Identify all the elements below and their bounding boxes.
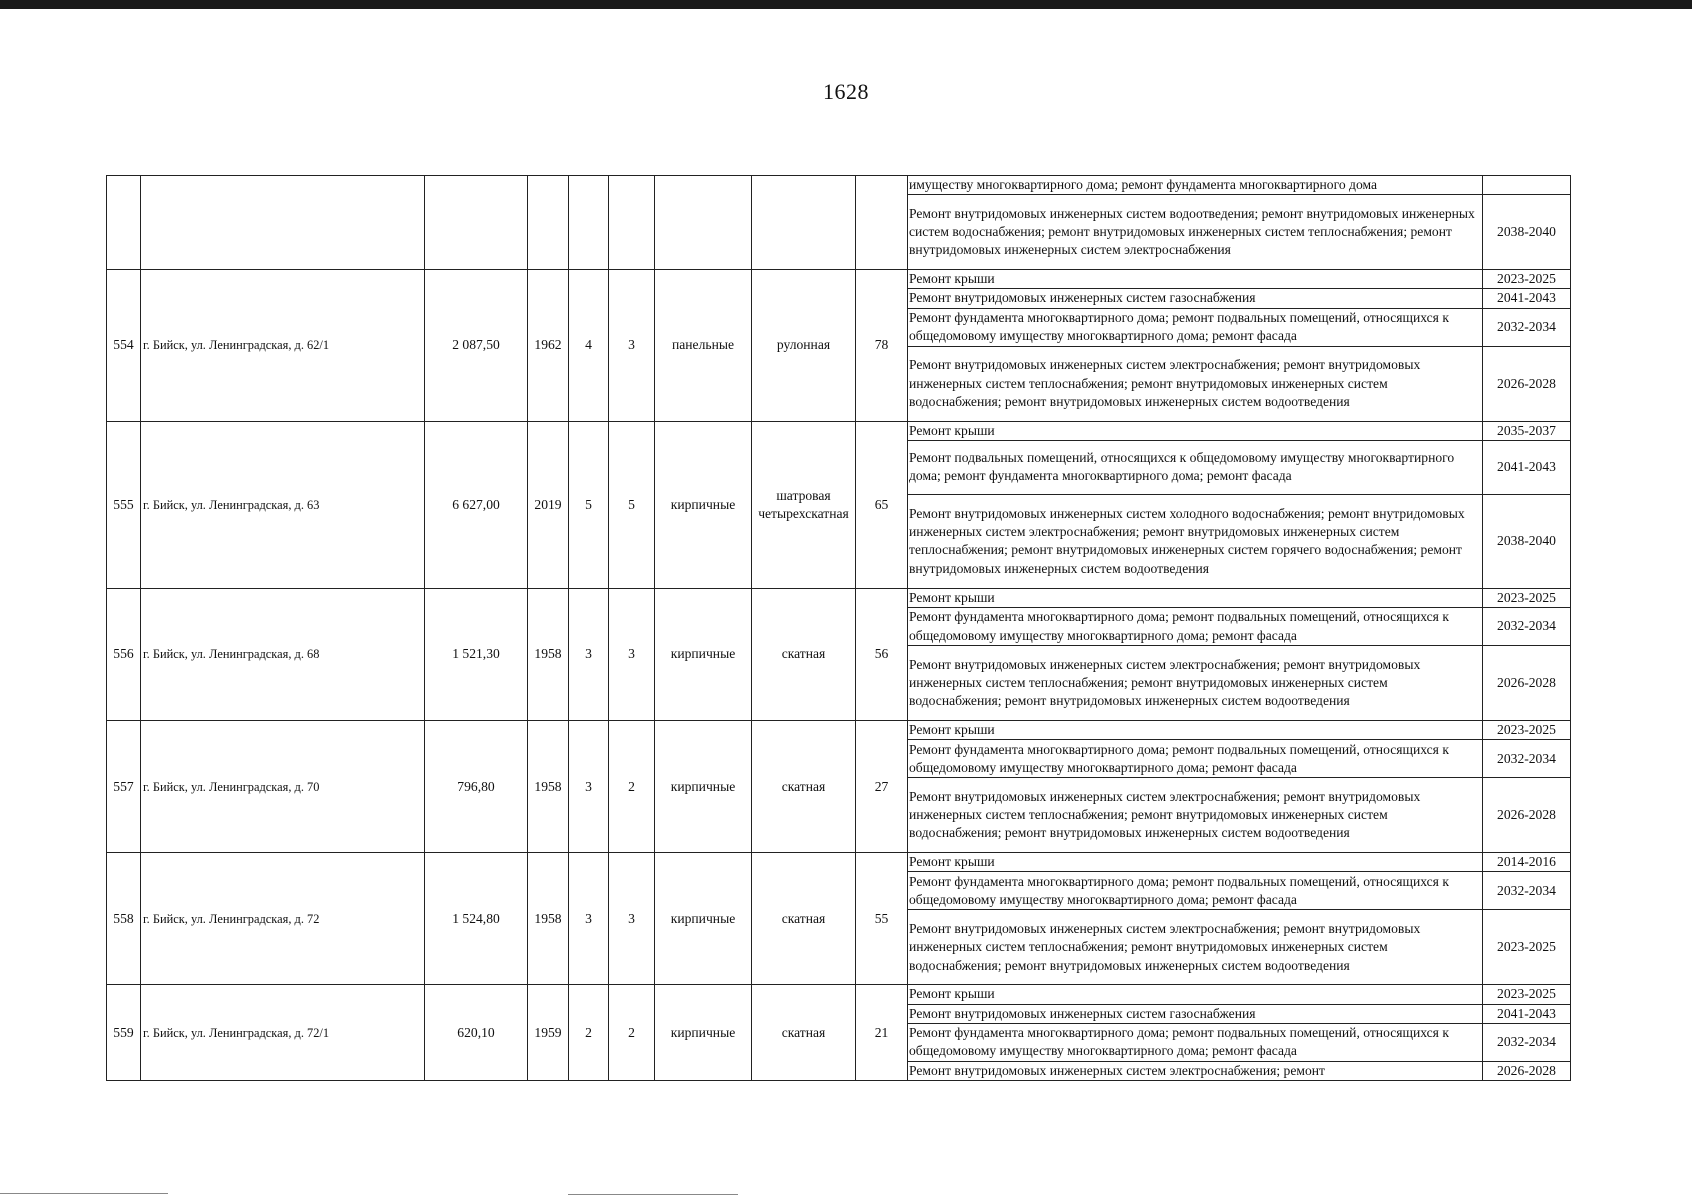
- wear-percent: 27: [856, 721, 908, 853]
- table-row: [107, 588, 1571, 607]
- work-period: 2032-2034: [1483, 872, 1571, 910]
- wall-material: панельные: [655, 270, 752, 421]
- house-number: 555: [107, 421, 141, 588]
- house-area: 620,10: [425, 985, 528, 1081]
- work-description: Ремонт внутридомовых инженерных систем электроснабжения; ремонт внутридомовых инженерных систем теплоснабжения; ремонт внутридомовых инженерных систем водоснабжения; ремонт внутридомовых инженерных систем водоотведения: [908, 910, 1483, 985]
- empty-cell: [528, 176, 569, 270]
- work-period: 2026-2028: [1483, 346, 1571, 421]
- work-description: Ремонт внутридомовых инженерных систем газоснабжения: [908, 1004, 1483, 1023]
- work-description: Ремонт фундамента многоквартирного дома; ремонт подвальных помещений, относящихся к общедомовому имуществу многоквартирного дома; ремонт фасада: [908, 1023, 1483, 1061]
- build-year: 1958: [528, 588, 569, 720]
- build-year: 1962: [528, 270, 569, 421]
- work-description: Ремонт внутридомовых инженерных систем электроснабжения; ремонт внутридомовых инженерных систем теплоснабжения; ремонт внутридомовых инженерных систем водоснабжения; ремонт внутридомовых инженерных систем водоотведения: [908, 646, 1483, 721]
- wear-percent: 56: [856, 588, 908, 720]
- floor-count: 3: [569, 588, 609, 720]
- house-address: г. Бийск, ул. Ленинградская, д. 62/1: [141, 270, 425, 421]
- empty-cell: [569, 176, 609, 270]
- scan-line: [0, 1193, 168, 1194]
- roof-type: скатная: [752, 721, 856, 853]
- build-year: 1958: [528, 853, 569, 985]
- work-description: Ремонт внутридомовых инженерных систем водоотведения; ремонт внутридомовых инженерных систем водоснабжения; ремонт внутридомовых инженерных систем теплоснабжения; ремонт внутридомовых инженерных систем электроснабжения: [908, 195, 1483, 270]
- work-period: 2032-2034: [1483, 740, 1571, 778]
- entrance-count: 3: [609, 588, 655, 720]
- floor-count: 2: [569, 985, 609, 1081]
- work-description: Ремонт фундамента многоквартирного дома; ремонт подвальных помещений, относящихся к общедомовому имуществу многоквартирного дома; ремонт фасада: [908, 608, 1483, 646]
- empty-cell: [856, 176, 908, 270]
- work-period: 2041-2043: [1483, 289, 1571, 308]
- wall-material: кирпичные: [655, 853, 752, 985]
- entrance-count: 2: [609, 985, 655, 1081]
- work-period: 2041-2043: [1483, 440, 1571, 494]
- work-description: Ремонт крыши: [908, 985, 1483, 1004]
- work-description: Ремонт фундамента многоквартирного дома; ремонт подвальных помещений, относящихся к общедомовому имуществу многоквартирного дома; ремонт фасада: [908, 308, 1483, 346]
- work-description: Ремонт крыши: [908, 270, 1483, 289]
- wear-percent: 65: [856, 421, 908, 588]
- house-number: 556: [107, 588, 141, 720]
- work-period: 2038-2040: [1483, 494, 1571, 588]
- empty-cell: [425, 176, 528, 270]
- wall-material: кирпичные: [655, 588, 752, 720]
- build-year: 1958: [528, 721, 569, 853]
- build-year: 2019: [528, 421, 569, 588]
- house-address: г. Бийск, ул. Ленинградская, д. 72: [141, 853, 425, 985]
- work-period: 2026-2028: [1483, 778, 1571, 853]
- house-number: 559: [107, 985, 141, 1081]
- table-row: [107, 176, 1571, 195]
- work-period: 2023-2025: [1483, 985, 1571, 1004]
- house-address: г. Бийск, ул. Ленинградская, д. 68: [141, 588, 425, 720]
- wall-material: кирпичные: [655, 721, 752, 853]
- house-number: 558: [107, 853, 141, 985]
- house-number: 557: [107, 721, 141, 853]
- work-period: 2026-2028: [1483, 646, 1571, 721]
- floor-count: 3: [569, 853, 609, 985]
- work-period: 2032-2034: [1483, 608, 1571, 646]
- floor-count: 3: [569, 721, 609, 853]
- table-row: [107, 270, 1571, 289]
- house-area: 6 627,00: [425, 421, 528, 588]
- house-address: г. Бийск, ул. Ленинградская, д. 70: [141, 721, 425, 853]
- work-period: [1483, 176, 1571, 195]
- house-area: 2 087,50: [425, 270, 528, 421]
- work-period: 2041-2043: [1483, 1004, 1571, 1023]
- empty-cell: [655, 176, 752, 270]
- wear-percent: 21: [856, 985, 908, 1081]
- work-period: 2032-2034: [1483, 1023, 1571, 1061]
- roof-type: шатровая четырехскатная: [752, 421, 856, 588]
- capital-repair-table: [106, 175, 1571, 1081]
- work-description: Ремонт крыши: [908, 421, 1483, 440]
- work-period: 2023-2025: [1483, 588, 1571, 607]
- house-address: г. Бийск, ул. Ленинградская, д. 63: [141, 421, 425, 588]
- page-number: 1628: [823, 79, 869, 104]
- entrance-count: 3: [609, 853, 655, 985]
- work-description: Ремонт внутридомовых инженерных систем холодного водоснабжения; ремонт внутридомовых инженерных систем электроснабжения; ремонт внутридомовых инженерных систем теплоснабжения; ремонт внутридомовых инженерных систем горячего водоснабжения; ремонт внутридомовых инженерных систем водоотведения: [908, 494, 1483, 588]
- work-description: Ремонт фундамента многоквартирного дома; ремонт подвальных помещений, относящихся к общедомовому имуществу многоквартирного дома; ремонт фасада: [908, 872, 1483, 910]
- build-year: 1959: [528, 985, 569, 1081]
- empty-cell: [141, 176, 425, 270]
- house-area: 796,80: [425, 721, 528, 853]
- work-period: 2035-2037: [1483, 421, 1571, 440]
- scan-line: [568, 1194, 738, 1195]
- wall-material: кирпичные: [655, 421, 752, 588]
- entrance-count: 2: [609, 721, 655, 853]
- work-description: Ремонт внутридомовых инженерных систем электроснабжения; ремонт внутридомовых инженерных систем теплоснабжения; ремонт внутридомовых инженерных систем водоснабжения; ремонт внутридомовых инженерных систем водоотведения: [908, 778, 1483, 853]
- work-period: 2023-2025: [1483, 910, 1571, 985]
- work-period: 2023-2025: [1483, 721, 1571, 740]
- work-description: Ремонт внутридомовых инженерных систем электроснабжения; ремонт внутридомовых инженерных систем теплоснабжения; ремонт внутридомовых инженерных систем водоснабжения; ремонт внутридомовых инженерных систем водоотведения: [908, 346, 1483, 421]
- work-period: 2032-2034: [1483, 308, 1571, 346]
- work-description: Ремонт подвальных помещений, относящихся к общедомовому имуществу многоквартирного дома; ремонт фундамента многоквартирного дома; ремонт фасада: [908, 440, 1483, 494]
- work-description: Ремонт крыши: [908, 588, 1483, 607]
- roof-type: рулонная: [752, 270, 856, 421]
- house-area: 1 521,30: [425, 588, 528, 720]
- wear-percent: 55: [856, 853, 908, 985]
- work-description: Ремонт фундамента многоквартирного дома; ремонт подвальных помещений, относящихся к общедомовому имуществу многоквартирного дома; ремонт фасада: [908, 740, 1483, 778]
- empty-cell: [752, 176, 856, 270]
- empty-cell: [107, 176, 141, 270]
- work-description: Ремонт внутридомовых инженерных систем газоснабжения: [908, 289, 1483, 308]
- table-row: [107, 421, 1571, 440]
- entrance-count: 5: [609, 421, 655, 588]
- top-border: [0, 0, 1692, 9]
- house-number: 554: [107, 270, 141, 421]
- roof-type: скатная: [752, 853, 856, 985]
- work-period: 2038-2040: [1483, 195, 1571, 270]
- floor-count: 5: [569, 421, 609, 588]
- wall-material: кирпичные: [655, 985, 752, 1081]
- floor-count: 4: [569, 270, 609, 421]
- table-row: [107, 853, 1571, 872]
- house-address: г. Бийск, ул. Ленинградская, д. 72/1: [141, 985, 425, 1081]
- work-period: 2026-2028: [1483, 1061, 1571, 1080]
- work-description: Ремонт внутридомовых инженерных систем электроснабжения; ремонт: [908, 1061, 1483, 1080]
- table-row: [107, 985, 1571, 1004]
- work-description: имуществу многоквартирного дома; ремонт фундамента многоквартирного дома: [908, 176, 1483, 195]
- roof-type: скатная: [752, 588, 856, 720]
- empty-cell: [609, 176, 655, 270]
- work-period: 2014-2016: [1483, 853, 1571, 872]
- table-row: [107, 721, 1571, 740]
- work-description: Ремонт крыши: [908, 721, 1483, 740]
- roof-type: скатная: [752, 985, 856, 1081]
- work-period: 2023-2025: [1483, 270, 1571, 289]
- wear-percent: 78: [856, 270, 908, 421]
- entrance-count: 3: [609, 270, 655, 421]
- house-area: 1 524,80: [425, 853, 528, 985]
- work-description: Ремонт крыши: [908, 853, 1483, 872]
